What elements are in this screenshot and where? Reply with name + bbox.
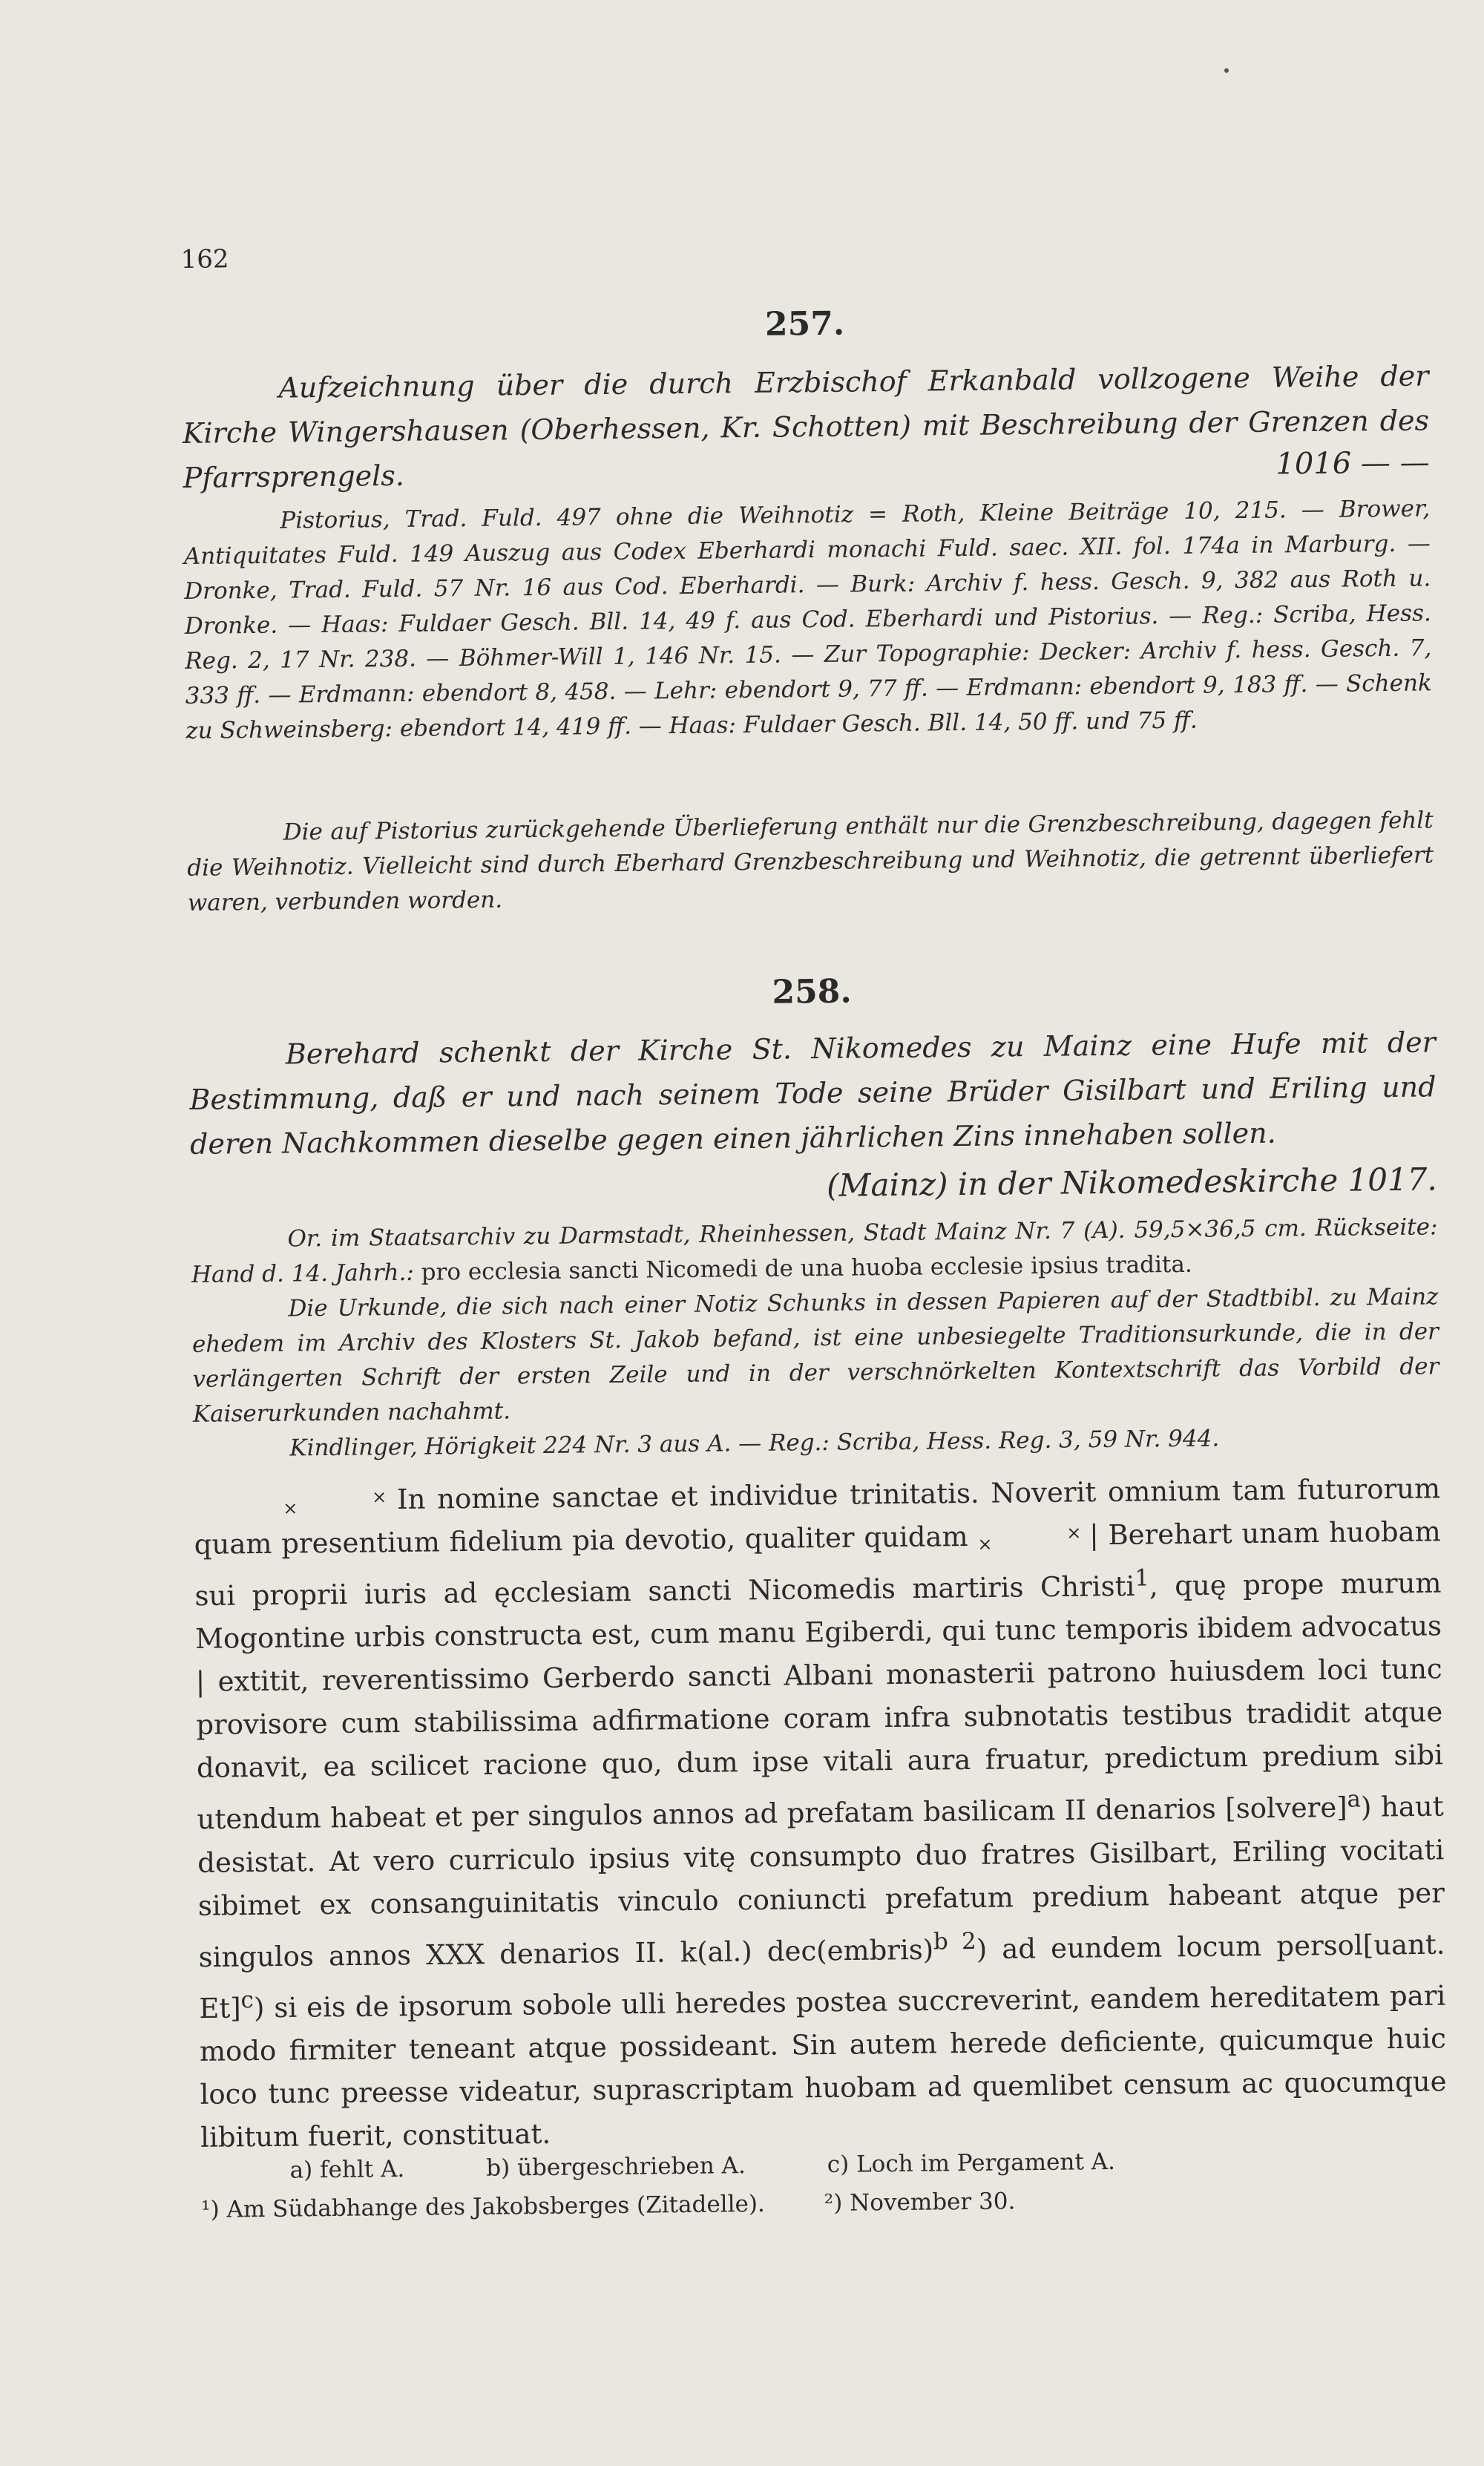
footnote-ref-c: c (240, 1987, 255, 2014)
original-description: Or. im Staatsarchiv zu Darmstadt, Rheinhessen, Stadt Mainz Nr. 7 (A). 59,5×36,5 cm. Rückseite: Hand d. 14. Jahrh.: (191, 1213, 1438, 1288)
chrismon-mark-icon: × × (283, 1486, 386, 1519)
doc-258-date: (Mainz) in der Nikomedeskirche 1017. (826, 1161, 1437, 1204)
footnote-2: ²) November 30. (824, 2188, 1016, 2217)
page-number: 162 (180, 244, 229, 275)
text-part-3: , quę prope murum Mogontine urbis constructa est, cum manu Egiberdi, qui tunc temporis ibidem advocatus | extitit, reverentissimo Gerberdo sancti Albani monasterii patrono huiusdem loci tunc provisore cum stabilissima adfirmatione coram infra subnotatis testibus tradidit atque donavit, ea scilicet racione quo, dum ipse vitali aura fruatur, predictum predium sibi utendum habeat et per singulos annos ad prefatam basilicam II denarios [solvere] (194, 1567, 1444, 1836)
footnote-a: a) fehlt A. (289, 2155, 405, 2184)
chrismon-mark-icon: × × (977, 1521, 1080, 1555)
doc-258-number: 258. (772, 972, 852, 1011)
text-part-4: ) haut desistat. At vero curriculo ipsius vitę consumpto duo fratres Gisilbart, Eriling vocitati sibimet ex consanguinitatis vinculo coniuncti prefatum predium habeant atque per singulos annos XXX denarios II. k(al.) dec(embris) (197, 1790, 1445, 1973)
footnotes (200, 2139, 1448, 2229)
doc-257-date: 1016 — — (1275, 445, 1430, 482)
doc-258-title: Berehard schenkt der Kirche St. Nikomedes zu Mainz eine Hufe mit der Bestimmung, daß er und nach seinem Tode seine Brüder Gisilbart und Eriling und deren Nachkommen dieselbe gegen einen jährlichen Zins innehaben sollen. (189, 1026, 1437, 1161)
doc-258-apparatus (191, 1210, 1439, 1467)
doc-258-text (194, 1467, 1447, 2160)
paper-speck (1224, 68, 1229, 73)
text-part-5: ) ad eundem locum persol[uant. Et] (199, 1928, 1445, 2025)
footnote-1: ¹) Am Südabhange des Jakobsberges (Zitadelle). (200, 2190, 766, 2223)
doc-257-number: 257. (764, 304, 845, 344)
footnote-c: c) Loch im Pergament A. (827, 2148, 1116, 2178)
footnote-ref-a: a (1347, 1785, 1362, 1813)
doc-257-sources: Pistorius, Trad. Fuld. 497 ohne die Weihnotiz = Roth, Kleine Beiträge 10, 215. — Brower, Antiquitates Fuld. 149 Auszug aus Codex Eberhardi monachi Fuld. saec. XII. fol. 174a in Marburg. — Dronke, Trad. Fuld. 57 Nr. 16 aus Cod. Eberhardi. — Burk: Archiv f. hess. Gesch. 9, 382 aus Roth u. Dronke. — Haas: Fuldaer Gesch. Bll. 14, 49 f. aus Cod. Eberhardi und Pistorius. — Reg.: Scriba, Hess. Reg. 2, 17 Nr. 238. — Böhmer-Will 1, 146 Nr. 15. — Zur Topographie: Decker: Archiv f. hess. Gesch. 7, 333 ff. — Erdmann: ebendort 8, 458. — Lehr: ebendort 9, 77 ff. — Erdmann: ebendort 9, 183 ff. — Schenk zu Schweinsberg: ebendort 14, 419 ff. — Haas: Fuldaer Gesch. Bll. 14, 50 ff. und 75 ff. (183, 495, 1432, 744)
doc-258-literature: Kindlinger, Hörigkeit 224 Nr. 3 aus A. — Reg.: Scriba, Hess. Reg. 3, 59 Nr. 944. (289, 1425, 1220, 1462)
doc-257-title: Aufzeichnung über die durch Erzbischof Erkanbald vollzogene Weihe der Kirche Wingershausen (Oberhessen, Kr. Schotten) mit Beschreibung der Grenzen des Pfarrsprengels. (182, 359, 1430, 494)
dorsal-note: pro ecclesia sancti Nicomedi de una huoba ecclesie ipsius tradita. (421, 1250, 1192, 1286)
doc-257-note: Die auf Pistorius zurückgehende Überlieferung enthält nur die Grenzbeschreibung, dagegen fehlt die Weihnotiz. Vielleicht sind durch Eberhard Grenzbeschreibung und Weihnotiz, die getrennt überliefert waren, verbunden worden. (187, 807, 1434, 916)
text-part-2: | Berehart unam huobam sui proprii iuris ad ęcclesiam sancti Nicomedis martiris Christi (194, 1515, 1441, 1613)
footnote-ref-b2: b 2 (933, 1927, 976, 1955)
text-part-1: In nomine sanctae et individue trinitatis. Noverit omnium tam futurorum quam presentium fidelium pia devotio, qualiter quidam (194, 1472, 1441, 1561)
text-part-6: ) si eis de ipsorum sobole ulli heredes postea succreverint, eandem hereditatem pari modo firmiter teneant atque possideant. Sin autem herede deficiente, quicumque huic loco tunc preesse videatur, suprascriptam huobam ad quemlibet censum ac quocumque libitum fuerit, constituat. (199, 1979, 1447, 2154)
doc-258-original (191, 1210, 1438, 1293)
footnote-ref-1: 1 (1135, 1564, 1150, 1592)
footnote-b: b) übergeschrieben A. (486, 2152, 746, 2182)
doc-258-remark: Die Urkunde, die sich nach einer Notiz Schunks in dessen Papieren auf der Stadtbibl. zu Mainz ehedem im Archiv des Klosters St. Jakob befand, ist eine unbesiegelte Traditionsurkunde, die in der verlängerten Schrift der ersten Zeile und in der verschnörkelten Kontextschrift das Vorbild der Kaiserurkunden nachahmt. (191, 1283, 1439, 1428)
